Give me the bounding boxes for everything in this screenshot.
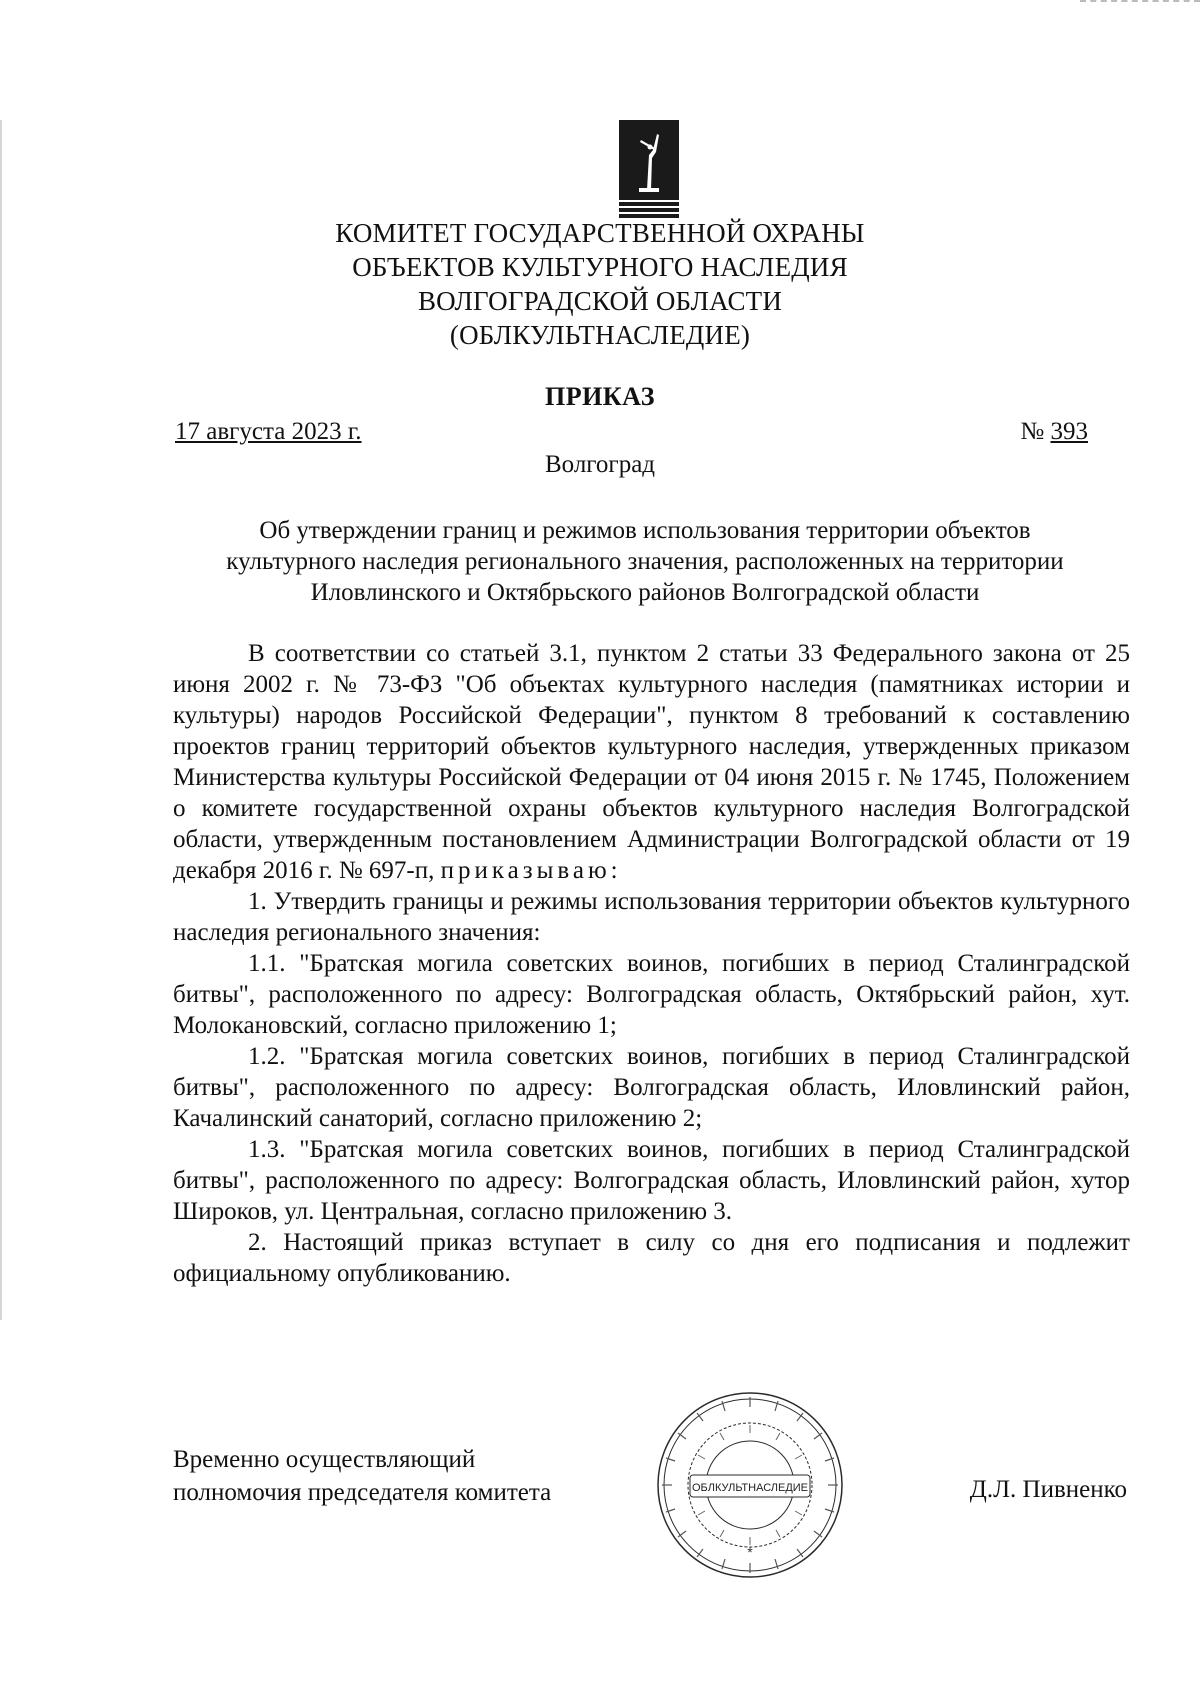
item-1-3: 1.3. "Братская могила советских воинов, погибших в период Сталинградской битвы", расположенного по адресу: Волгоградская область, Иловлинский район, хутор Широков, ул. Центральная, согласно приложению 3. [173, 1136, 1130, 1225]
header-line: ОБЪЕКТОВ КУЛЬТУРНОГО НАСЛЕДИЯ [352, 252, 848, 282]
volgograd-emblem-icon [617, 120, 681, 220]
item-2: 2. Настоящий приказ вступает в силу со дня его подписания и подлежит официальному опубликованию. [173, 1229, 1130, 1287]
seal-center-text: ОБЛКУЛЬТНАСЛЕДИЕ [691, 1482, 809, 1494]
organization-header [300, 216, 900, 352]
scan-left-edge [0, 120, 2, 1320]
scan-corner-mark [1080, 0, 1200, 4]
svg-text:*: * [747, 1544, 753, 1560]
number-prefix: № [1020, 418, 1045, 445]
preamble-text: В соответствии со статьей 3.1, пунктом 2 статьи 33 Федерального закона от 25 июня 2002 г. № 73-ФЗ "Об объектах культурного наследия (памятниках истории и культуры) народов Российской Федерации", пунктом 8 требований к составлению проектов границ территорий объектов культурного наследия, утвержденных приказом Министерства культуры Российской Федерации от 04 июня 2015 г. № 1745, Положением о комитете государственной охраны объектов культурного наследия Волгоградской области, утвержденным постановлением Администрации Волгоградской области от 19 декабря 2016 г. № 697-п, [173, 640, 1130, 884]
preamble-command: приказываю: [440, 857, 622, 884]
item-1-1: 1.1. "Братская могила советских воинов, погибших в период Сталинградской битвы", расположенного по адресу: Волгоградская область, Октябрьский район, хут. Молокановский, согласно приложению 1; [173, 950, 1130, 1039]
header-line: ВОЛГОГРАДСКОЙ ОБЛАСТИ [417, 286, 783, 316]
signatory-name: Д.Л. Пивненко [969, 1476, 1127, 1503]
document-date: 17 августа 2023 г. [175, 418, 362, 445]
document-subject [160, 515, 1130, 608]
number-value: 393 [1050, 418, 1088, 445]
subject-line: культурного наследия регионального значения, расположенных на территории [226, 548, 1064, 575]
document-type: ПРИКАЗ [544, 382, 656, 411]
document-city: Волгоград [544, 451, 656, 478]
signatory-title-line: полномочия председателя комитета [173, 1479, 552, 1506]
signatory-title [173, 1443, 551, 1509]
item-1: 1. Утвердить границы и режимы использования территории объектов культурного наследия регионального значения: [173, 888, 1130, 946]
document-number [1020, 418, 1088, 446]
official-seal-icon [650, 1385, 850, 1585]
subject-line: Об утверждении границ и режимов использования территории объектов [259, 517, 1031, 544]
header-line: КОМИТЕТ ГОСУДАРСТВЕННОЙ ОХРАНЫ [335, 218, 865, 248]
item-1-2: 1.2. "Братская могила советских воинов, погибших в период Сталинградской битвы", расположенного по адресу: Волгоградская область, Иловлинский район, Качалинский санаторий, согласно приложению 2; [173, 1043, 1130, 1132]
signatory-title-line: Временно осуществляющий [173, 1446, 476, 1473]
subject-line: Иловлинского и Октябрьского районов Волгоградской области [310, 579, 980, 606]
document-body [173, 638, 1130, 1289]
preamble-paragraph [173, 638, 1130, 886]
header-line: (ОБЛКУЛЬТНАСЛЕДИЕ) [449, 320, 751, 350]
